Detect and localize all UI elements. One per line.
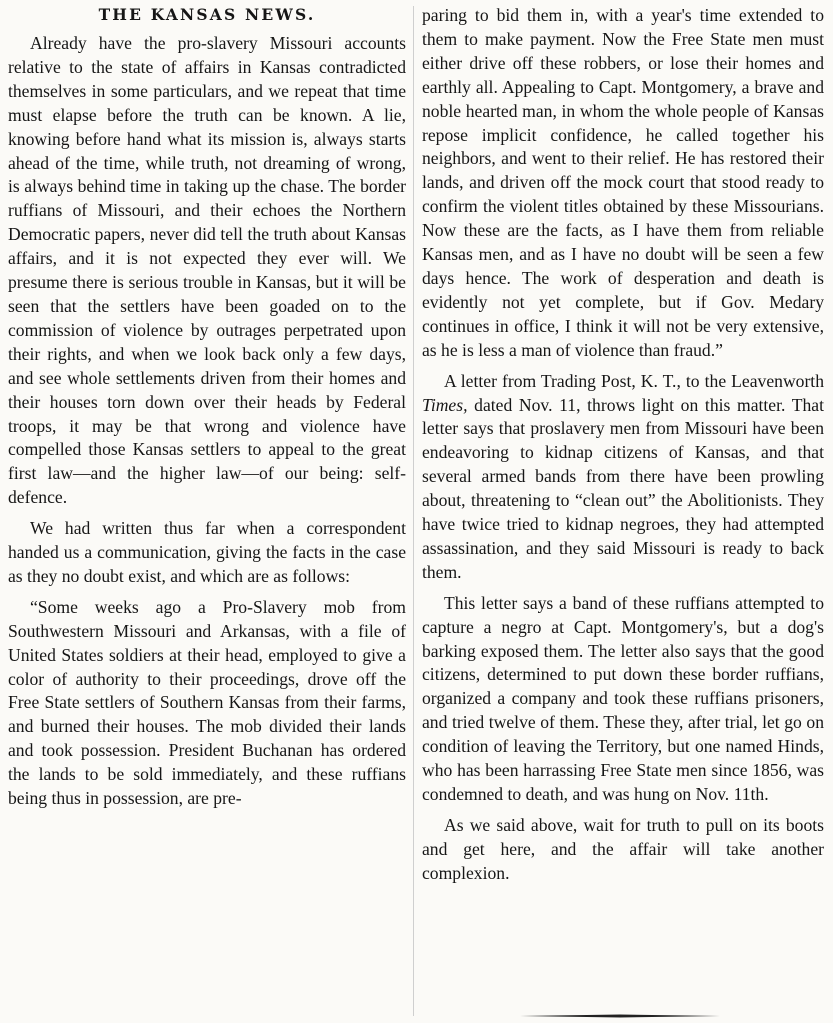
- paragraph-intro: Already have the pro-slavery Missouri accounts relative to the state of affairs in Kansas contradicted themselves in some particulars, and we repeat that time must elapse before the truth can be known. A lie, knowing before hand what its mission is, always starts ahead of the time, while truth, not dreaming of wrong, is always behind time in taking up the chase. The border ruffians of Missouri, and their echoes the Northern Democratic papers, never did tell the truth about Kansas affairs, and it is not expected they ever will. We presume there is serious trouble in Kansas, but it will be seen that the settlers have been goaded on to the commission of violence by outrages perpetrated upon their rights, and when we look back only a few days, and see whole settlements driven from their homes and their houses torn down over their heads by Federal troops, it may be that wrong and violence have compelled those Kansas settlers to appeal to the great first law—and the higher law—of our being: self-defence.: [8, 33, 406, 508]
- paragraph-communication-continued: paring to bid them in, with a year's time extended to them to make payment. Now the Free State men must either drive off these robbers, or lose their homes and earthly all. Appealing to Capt. Montgomery, a brave and noble hearted man, in whom the whole people of Kansas repose implicit confidence, he called together his neighbors, and went to their relief. He has restored their lands, and driven off the mock court that stood ready to confirm the violent titles obtained by these Missourians. Now these are the facts, as I have them from reliable Kansas men, and as I have no doubt will be seen a few days hence. The work of desperation and death is evidently not yet complete, but if Gov. Medary continues in office, I think it will not be very extensive, as he is less a man of violence than fraud.”: [422, 5, 824, 360]
- article-title: THE KANSAS NEWS.: [98, 5, 316, 24]
- newspaper-name: Times,: [422, 394, 468, 415]
- left-column: [8, 4, 406, 818]
- paragraph-communication-start: “Some weeks ago a Pro-Slavery mob from Southwestern Missouri and Arkansas, with a file of United States soldiers at their head, employed to give a color of authority to their proceedings, drove off the Free State settlers of Southern Kansas from their farms, and burned their houses. The mob divided their lands and took possession. President Buchanan has ordered the lands to be sold immediately, and these ruffians being thus in possession, are pre-: [8, 596, 406, 809]
- right-column: [422, 4, 824, 893]
- letter-text-after: dated Nov. 11, throws light on this matter. That letter says that proslavery men from Missouri have been endeavoring to kidnap citizens of Kansas, and that several armed bands from there have been prowling about, threatening to “clean out” the Abolitionists. They have twice tried to kidnap negroes, they had attempted assassination, and they said Missouri is ready to back them.: [422, 394, 824, 582]
- paragraph-montgomery: This letter says a band of these ruffians attempted to capture a negro at Capt. Montgomery's, but a dog's barking exposed them. The letter also says that the good citizens, determined to put down these border ruffians, organized a company and took these ruffians prisoners, and tried twelve of them. These they, after trial, let go on condition of leaving the Territory, but one named Hinds, who has been harrassing Free State men since 1856, was condemned to death, and was hung on Nov. 11th.: [422, 592, 824, 804]
- paragraph-conclusion: As we said above, wait for truth to pull on its boots and get here, and the affair will take another complexion.: [422, 814, 824, 883]
- paragraph-correspondent: We had written thus far when a correspondent handed us a communication, giving the facts in the case as they no doubt exist, and which are as follows:: [8, 518, 406, 586]
- column-divider: [413, 6, 414, 1016]
- letter-text-before: A letter from Trading Post, K. T., to the Leavenworth: [444, 370, 824, 391]
- paragraph-trading-post-letter: [422, 370, 824, 585]
- end-rule-ornament: [520, 1013, 720, 1019]
